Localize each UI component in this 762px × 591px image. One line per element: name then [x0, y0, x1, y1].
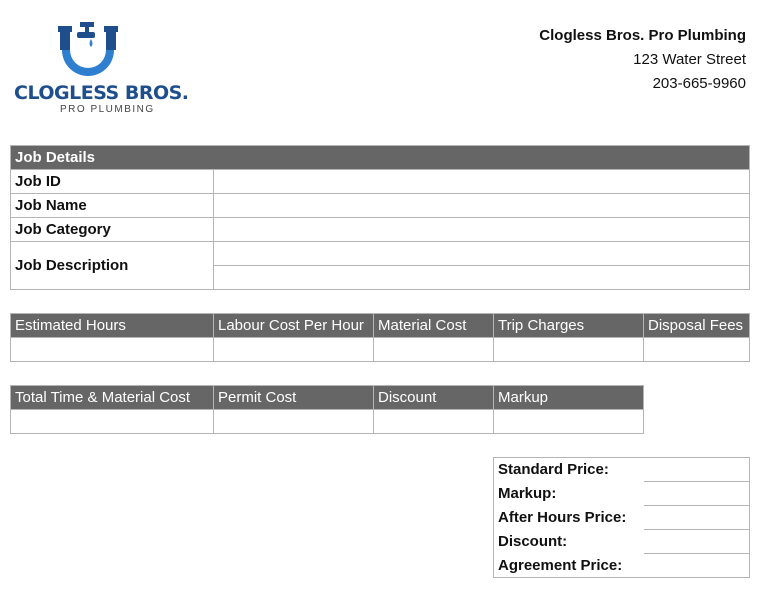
labour-cost-field[interactable]	[214, 338, 374, 362]
summary-markup-label: Markup:	[494, 482, 644, 506]
company-info	[539, 24, 746, 96]
agreement-price-field[interactable]	[644, 554, 750, 578]
standard-price-field[interactable]	[644, 458, 750, 482]
logo-sub-text: PRO PLUMBING	[60, 104, 155, 115]
trip-charges-field[interactable]	[494, 338, 644, 362]
standard-price-label: Standard Price:	[494, 458, 644, 482]
cost-table-2	[10, 385, 644, 434]
pipe-logo-icon	[58, 22, 118, 80]
labour-cost-header: Labour Cost Per Hour	[214, 314, 374, 338]
disposal-fees-header: Disposal Fees	[644, 314, 750, 338]
job-name-field[interactable]	[214, 194, 750, 218]
job-description-field-2[interactable]	[214, 266, 750, 290]
job-details-header: Job Details	[11, 146, 750, 170]
job-description-field-1[interactable]	[214, 242, 750, 266]
job-id-label: Job ID	[11, 170, 214, 194]
company-address: 123 Water Street	[633, 51, 746, 68]
total-time-material-field[interactable]	[11, 410, 214, 434]
company-logo	[12, 22, 189, 118]
disposal-fees-field[interactable]	[644, 338, 750, 362]
after-hours-price-label: After Hours Price:	[494, 506, 644, 530]
summary-markup-field[interactable]	[644, 482, 750, 506]
company-phone: 203-665-9960	[652, 75, 746, 92]
estimated-hours-field[interactable]	[11, 338, 214, 362]
job-details-table	[10, 145, 750, 290]
markup-field[interactable]	[494, 410, 644, 434]
permit-cost-header: Permit Cost	[214, 386, 374, 410]
discount-header: Discount	[374, 386, 494, 410]
summary-discount-label: Discount:	[494, 530, 644, 554]
job-id-field[interactable]	[214, 170, 750, 194]
price-summary-table	[493, 457, 750, 578]
markup-header: Markup	[494, 386, 644, 410]
trip-charges-header: Trip Charges	[494, 314, 644, 338]
logo-brand-text: CLOGLESS BROS.	[14, 82, 189, 104]
permit-cost-field[interactable]	[214, 410, 374, 434]
summary-discount-field[interactable]	[644, 530, 750, 554]
after-hours-price-field[interactable]	[644, 506, 750, 530]
company-name: Clogless Bros. Pro Plumbing	[539, 27, 746, 44]
total-time-material-header: Total Time & Material Cost	[11, 386, 214, 410]
job-name-label: Job Name	[11, 194, 214, 218]
estimated-hours-header: Estimated Hours	[11, 314, 214, 338]
job-category-label: Job Category	[11, 218, 214, 242]
job-description-label: Job Description	[11, 242, 214, 290]
discount-field[interactable]	[374, 410, 494, 434]
material-cost-field[interactable]	[374, 338, 494, 362]
job-category-field[interactable]	[214, 218, 750, 242]
cost-table-1	[10, 313, 750, 362]
material-cost-header: Material Cost	[374, 314, 494, 338]
agreement-price-label: Agreement Price:	[494, 554, 644, 578]
